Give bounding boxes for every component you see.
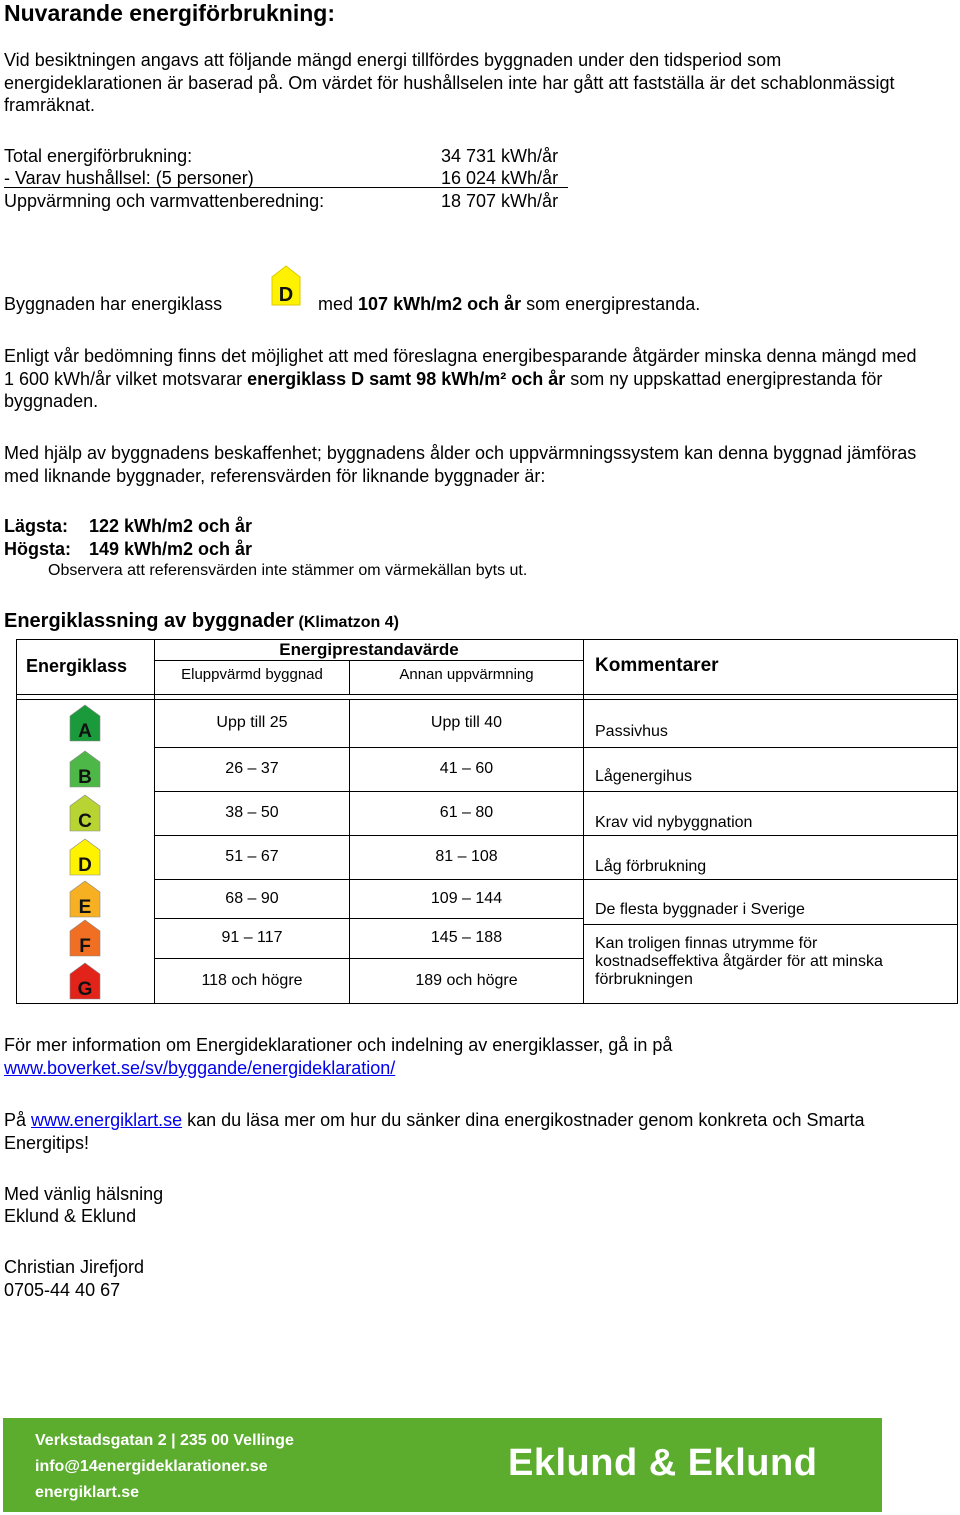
table-title-main: Energiklassning av byggnader bbox=[4, 610, 295, 632]
energy-class-letter: D bbox=[278, 284, 294, 306]
more-info-text: För mer information om Energideklarationer och indelning av energiklasser, gå in på bbox=[4, 1035, 673, 1055]
highest-value: 149 kWh/m2 och år bbox=[89, 539, 253, 559]
total-label: Total energiförbrukning: bbox=[4, 146, 193, 166]
intro-paragraph: Vid besiktningen angavs att följande mängd energi tillfördes byggnaden under den tidsperiod som energideklarationen är baserad på. Om värdet för hushållselen inte har gått att fastställa är det schablonmässigt framräknat. bbox=[4, 50, 895, 115]
row-comment: Passivhus bbox=[595, 723, 668, 740]
tips-prefix: På bbox=[4, 1110, 32, 1130]
comparison-paragraph: Med hjälp av byggnadens beskaffenhet; byggnadens ålder och uppvärmningssystem kan denna byggnad jämföras med liknande byggnader, referensvärden för liknande byggnader är: bbox=[4, 443, 917, 486]
household-label: - Varav hushållsel: (5 personer) bbox=[4, 168, 254, 188]
tips-suffix: kan du läsa mer om hur du sänker dina energikostnader genom konkreta och Smarta Energitips! bbox=[4, 1110, 865, 1153]
energy-class-label: G bbox=[77, 978, 93, 1000]
energy-class-prefix: Byggnaden har energiklass bbox=[4, 294, 223, 314]
footer-email: info@14energideklarationer.se bbox=[35, 1458, 268, 1475]
row-el-value: 51 – 67 bbox=[225, 848, 279, 865]
lowest-label: Lägsta: bbox=[4, 516, 69, 536]
row-comment: De flesta byggnader i Sverige bbox=[595, 901, 805, 918]
row-other-value: Upp till 40 bbox=[430, 714, 503, 731]
row-other-value: 189 och högre bbox=[415, 971, 518, 989]
footer-web: energiklart.se bbox=[35, 1484, 140, 1501]
row-el-value: Upp till 25 bbox=[216, 714, 288, 731]
energy-class-label: D bbox=[78, 855, 92, 876]
energy-class-value: 107 kWh/m2 och år bbox=[358, 294, 522, 314]
header-energiklass: Energiklass bbox=[26, 656, 128, 676]
energy-class-label: F bbox=[79, 936, 91, 957]
row-other-value: 109 – 144 bbox=[430, 889, 503, 907]
assessment-part2: som ny uppskattad energiprestanda för byggnaden. bbox=[4, 368, 883, 411]
row-comment: Låg förbrukning bbox=[595, 858, 707, 875]
energy-class-label: E bbox=[78, 896, 92, 918]
energy-class-a-icon bbox=[69, 704, 101, 747]
heating-value: 18 707 kWh/år bbox=[441, 191, 559, 211]
row-comment: Kan troligen finnas utrymme för kostnadseffektiva åtgärder för att minska förbrukningen bbox=[595, 935, 883, 988]
header-energiprestanda: Energiprestandavärde bbox=[279, 640, 459, 659]
row-other-value: 81 – 108 bbox=[435, 848, 498, 865]
sum-divider bbox=[4, 187, 568, 188]
energy-class-d-icon bbox=[271, 265, 301, 307]
energy-class-label: C bbox=[78, 811, 92, 832]
lowest-value: 122 kWh/m2 och år bbox=[89, 516, 253, 536]
footer-banner bbox=[3, 1418, 882, 1512]
assessment-paragraph bbox=[4, 345, 924, 413]
energy-class-sentence bbox=[318, 293, 700, 316]
row-el-value: 38 – 50 bbox=[225, 804, 279, 821]
energy-class-label: A bbox=[78, 721, 92, 742]
energy-class-label: B bbox=[78, 767, 92, 788]
footer-address: Verkstadsgatan 2 | 235 00 Vellinge bbox=[35, 1432, 294, 1449]
energy-class-g-icon bbox=[69, 962, 101, 1005]
energy-class-e-icon bbox=[69, 880, 101, 923]
row-el-value: 26 – 37 bbox=[225, 760, 279, 777]
energy-class-b-icon bbox=[69, 750, 101, 793]
row-comment: Lågenergihus bbox=[595, 768, 692, 785]
assessment-part1: Enligt vår bedömning finns det möjlighet att med föreslagna energibesparande åtgärder minska denna mängd med 1 600 kWh/år vilket motsvarar bbox=[4, 346, 917, 389]
total-value: 34 731 kWh/år bbox=[441, 146, 559, 166]
energy-class-mid: med bbox=[318, 294, 359, 314]
company-name: Eklund & Eklund bbox=[4, 1206, 137, 1226]
footer-brand-logo: Eklund & Eklund bbox=[508, 1442, 818, 1484]
reference-note: Observera att referensvärden inte stämmer om värmekällan byts ut. bbox=[48, 562, 528, 579]
header-eluppvarmd: Eluppvärmd byggnad bbox=[181, 666, 323, 683]
energy-class-c-icon bbox=[69, 794, 101, 837]
row-other-value: 145 – 188 bbox=[430, 929, 503, 946]
assessment-bold: energiklass D samt 98 kWh/m² och år bbox=[247, 368, 566, 389]
energy-class-suffix: som energiprestanda. bbox=[521, 294, 701, 314]
highest-label: Högsta: bbox=[4, 539, 71, 559]
energiklart-link[interactable]: www.energiklart.se bbox=[31, 1110, 183, 1130]
energy-class-d-icon bbox=[69, 838, 101, 881]
energy-class-f-icon bbox=[69, 919, 101, 962]
signer-phone: 0705-44 40 67 bbox=[4, 1280, 121, 1300]
row-comment: Krav vid nybyggnation bbox=[595, 814, 753, 831]
header-kommentarer: Kommentarer bbox=[595, 655, 719, 676]
row-other-value: 61 – 80 bbox=[439, 804, 494, 821]
table-title bbox=[4, 610, 399, 633]
greeting: Med vänlig hälsning bbox=[4, 1184, 164, 1204]
household-value: 16 024 kWh/år bbox=[441, 168, 559, 188]
header-annan: Annan uppvärmning bbox=[399, 666, 534, 683]
table-title-sub: (Klimatzon 4) bbox=[298, 614, 399, 631]
signer-name: Christian Jirefjord bbox=[4, 1257, 145, 1277]
row-el-value: 68 – 90 bbox=[225, 889, 279, 907]
tips-paragraph bbox=[4, 1109, 884, 1154]
boverket-link[interactable]: www.boverket.se/sv/byggande/energideklaration/ bbox=[4, 1058, 396, 1078]
row-el-value: 91 – 117 bbox=[221, 929, 283, 946]
page-title: Nuvarande energiförbrukning: bbox=[4, 0, 335, 26]
row-other-value: 41 – 60 bbox=[439, 760, 494, 777]
row-el-value: 118 och högre bbox=[201, 971, 303, 989]
heating-label: Uppvärmning och varmvattenberedning: bbox=[4, 191, 325, 211]
energy-class-table bbox=[16, 639, 958, 1004]
